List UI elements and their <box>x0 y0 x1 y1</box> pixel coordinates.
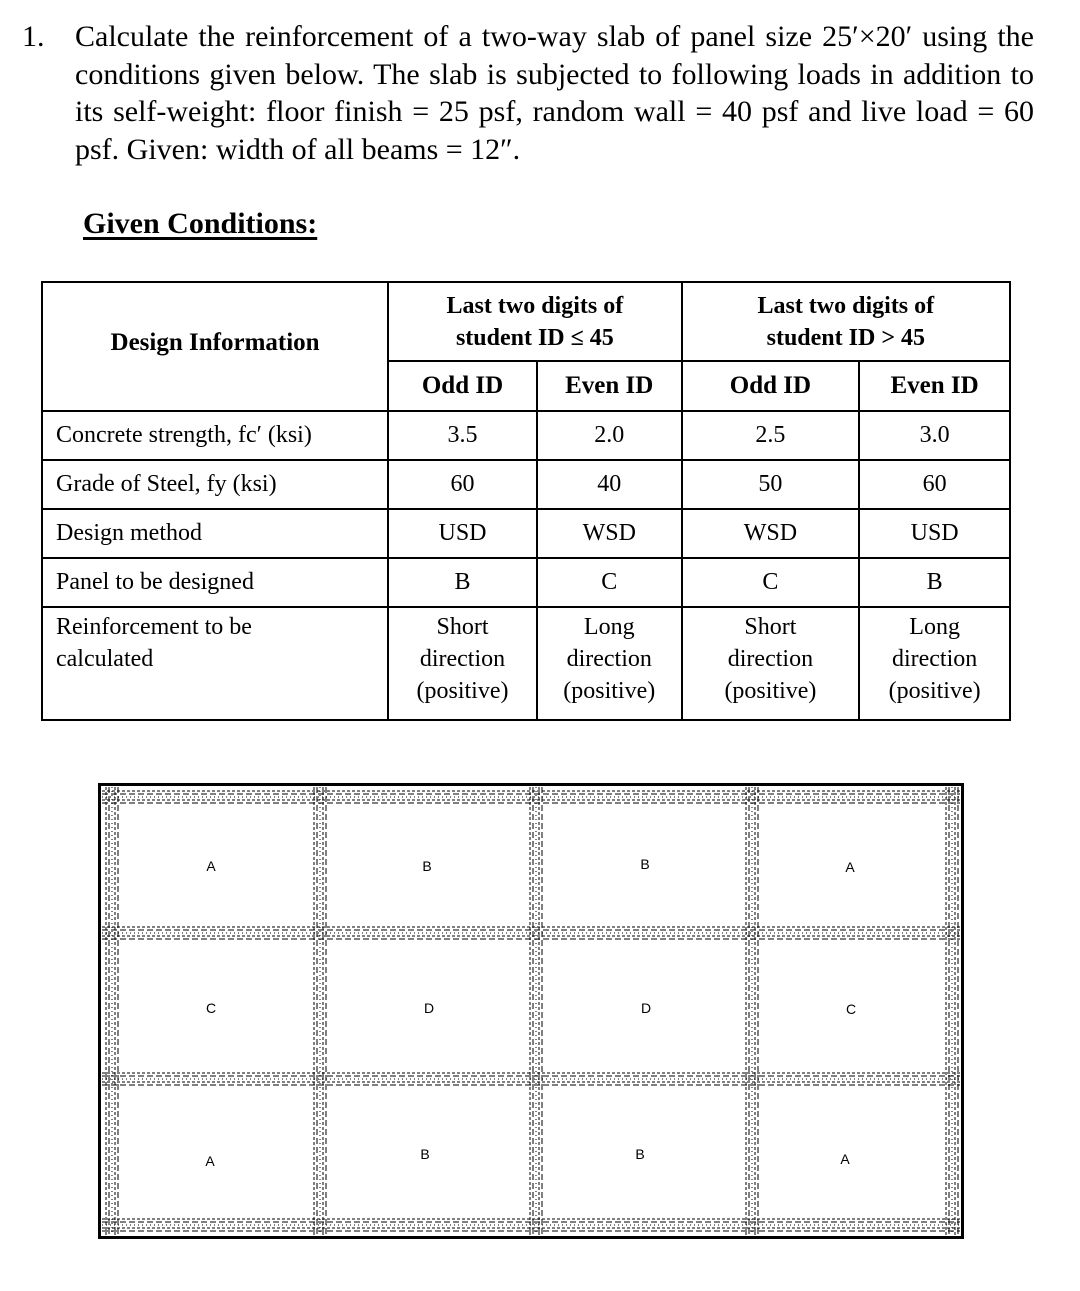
table-cell: USD <box>859 509 1010 558</box>
reinf-line: (positive) <box>888 678 981 704</box>
design-information-header: Design Information <box>42 282 388 411</box>
even-id-header-1: Even ID <box>537 361 682 411</box>
table-row <box>42 607 1010 720</box>
reinf-line: (positive) <box>724 678 817 704</box>
row-label-concrete: Concrete strength, fc′ (ksi) <box>42 411 388 460</box>
plan-outer-frame <box>100 785 963 1238</box>
table-cell: C <box>537 558 682 607</box>
table-cell: 3.5 <box>388 411 537 460</box>
table-cell: B <box>859 558 1010 607</box>
odd-id-header-1: Odd ID <box>388 361 537 411</box>
panel-label: A <box>205 1153 215 1169</box>
panel-label: B <box>640 856 650 872</box>
given-conditions-heading: Given Conditions: <box>83 207 318 240</box>
panel-label: A <box>206 858 216 874</box>
beam-lines <box>102 787 960 1235</box>
odd-id-header-2: Odd ID <box>682 361 860 411</box>
group-header-le45-line1: Last two digits of <box>446 292 624 319</box>
table-cell: USD <box>388 509 537 558</box>
panel-label: D <box>423 1000 435 1016</box>
table-row <box>42 558 1010 607</box>
problem-statement <box>22 18 1034 168</box>
panel-label: B <box>635 1146 645 1162</box>
row-label-steel: Grade of Steel, fy (ksi) <box>42 460 388 509</box>
table-cell <box>537 607 682 720</box>
table-cell: 60 <box>859 460 1010 509</box>
table-cell: 2.5 <box>682 411 860 460</box>
design-information-table <box>41 281 1011 721</box>
panel-label: B <box>422 858 432 874</box>
panel-label: A <box>845 859 855 875</box>
reinf-line: direction <box>727 646 814 672</box>
panel-label: C <box>845 1001 857 1017</box>
row-label-panel: Panel to be designed <box>42 558 388 607</box>
table-cell: WSD <box>537 509 682 558</box>
table-row <box>42 411 1010 460</box>
panel-label: D <box>640 1000 652 1016</box>
group-header-le45-line2: student ID ≤ 45 <box>455 324 614 351</box>
problem-number: 1. <box>22 20 45 53</box>
reinf-line: Short <box>744 614 797 640</box>
table-cell: C <box>682 558 860 607</box>
reinf-label-line2: calculated <box>56 646 154 672</box>
reinf-line: direction <box>419 646 506 672</box>
reinf-line: (positive) <box>563 678 656 704</box>
table-cell: 40 <box>537 460 682 509</box>
table-cell: WSD <box>682 509 860 558</box>
reinf-line: direction <box>891 646 978 672</box>
group-header-le45 <box>388 282 682 361</box>
table-cell: 50 <box>682 460 860 509</box>
group-header-gt45-line2: student ID > 45 <box>766 324 925 351</box>
table-cell: B <box>388 558 537 607</box>
table-cell <box>682 607 860 720</box>
table-cell <box>859 607 1010 720</box>
table-row <box>42 509 1010 558</box>
reinf-label-line1: Reinforcement to be <box>56 614 252 640</box>
group-header-gt45 <box>682 282 1010 361</box>
panel-label: A <box>840 1151 850 1167</box>
reinf-line: direction <box>566 646 652 672</box>
reinf-line: Short <box>436 614 489 640</box>
reinf-line: Long <box>909 614 960 640</box>
slab-panel-plan <box>98 783 964 1239</box>
table-cell: 60 <box>388 460 537 509</box>
reinf-line: Long <box>583 614 635 640</box>
row-label-method: Design method <box>42 509 388 558</box>
row-label-reinforcement <box>42 607 388 720</box>
table-row <box>42 460 1010 509</box>
table-cell: 3.0 <box>859 411 1010 460</box>
group-header-gt45-line1: Last two digits of <box>757 292 935 319</box>
reinf-line: (positive) <box>416 678 509 704</box>
even-id-header-2: Even ID <box>859 361 1010 411</box>
table-cell <box>388 607 537 720</box>
panel-label: C <box>205 1000 217 1016</box>
panel-label: B <box>420 1146 430 1162</box>
table-cell: 2.0 <box>537 411 682 460</box>
problem-text: Calculate the reinforcement of a two-way slab of panel size 25′×20′ using the conditions given below. The slab is subjected to following loads in addition to its self-weight: floor finish = 25 psf, random wall = 40 psf and live load = 60 psf. Given: width of all beams = 12″. <box>75 20 1034 166</box>
